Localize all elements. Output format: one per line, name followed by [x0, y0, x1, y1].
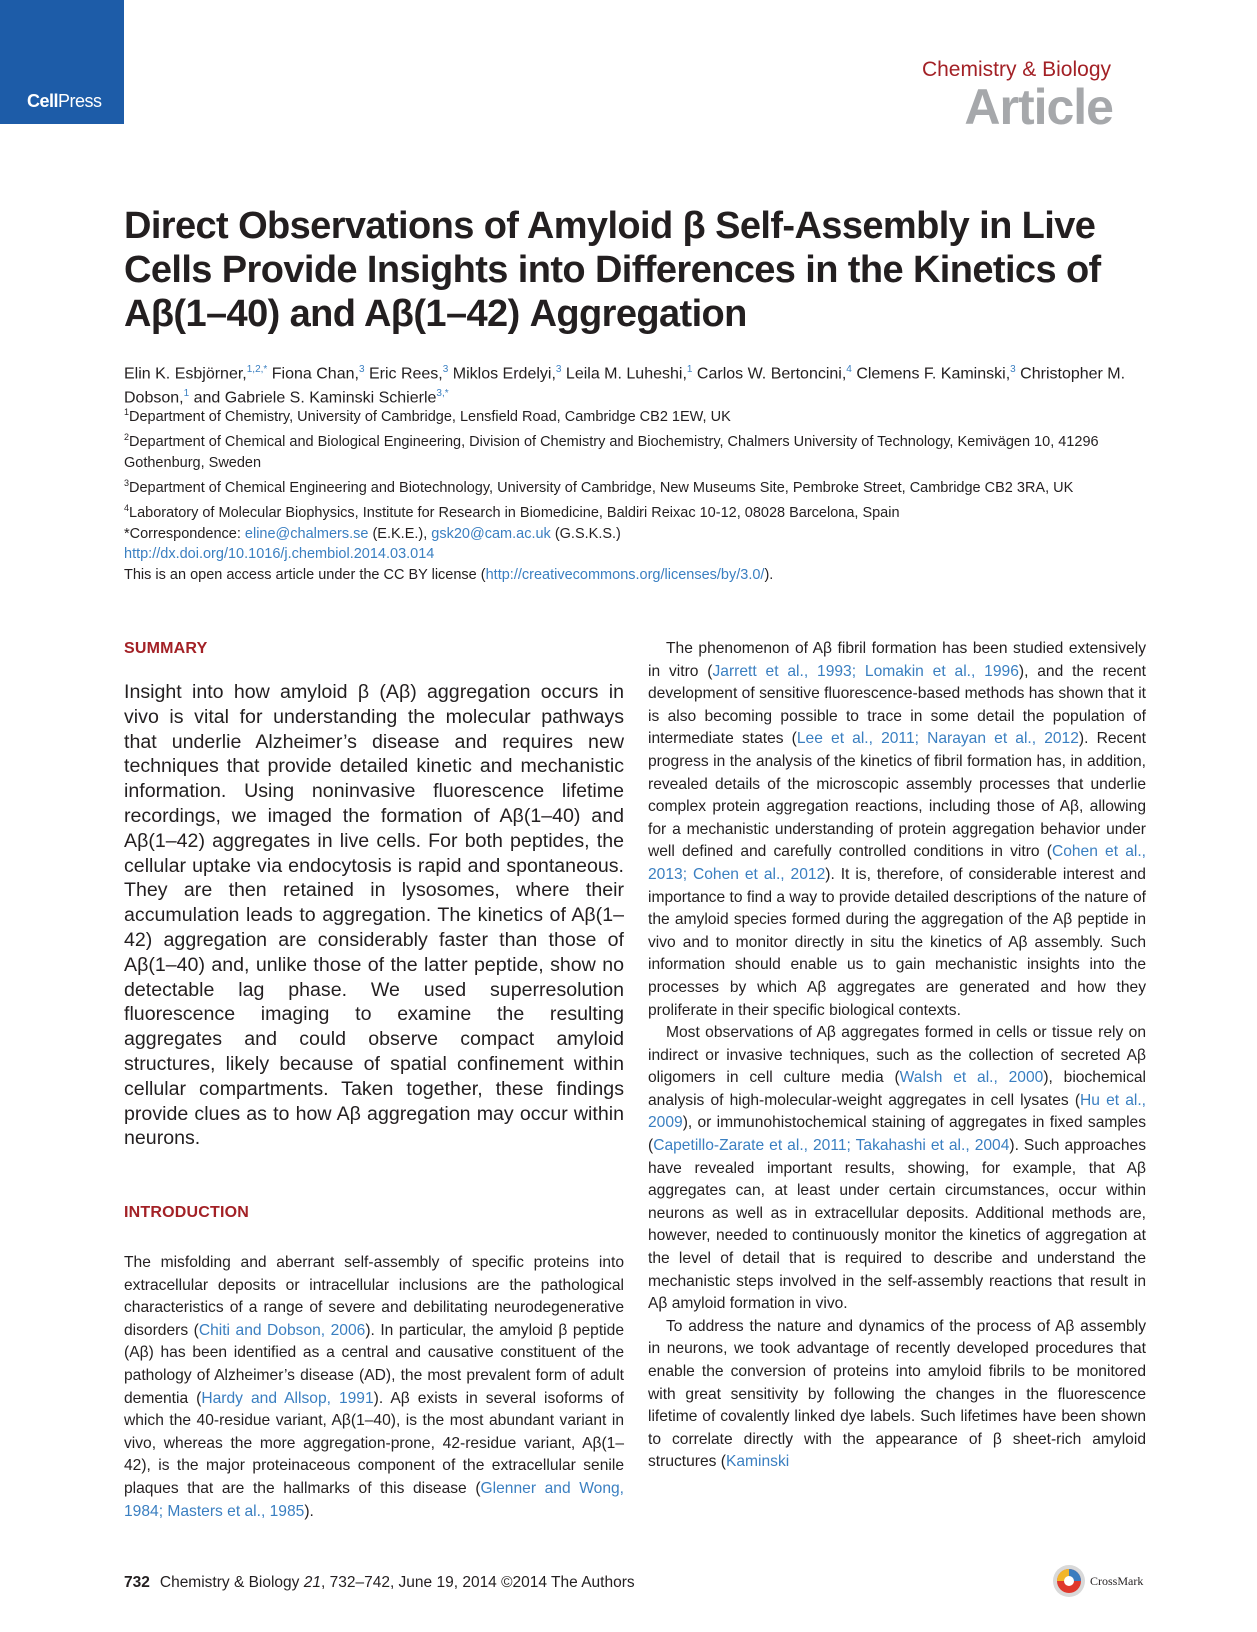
citation-link[interactable]: Glenner and Wong, 1984; Masters et al., 1985	[124, 1479, 624, 1520]
affiliations	[124, 402, 1144, 585]
doi-link[interactable]: http://dx.doi.org/10.1016/j.chembiol.2014.03.014	[124, 546, 435, 563]
logo-cell: Cell	[27, 91, 59, 111]
author-name: and Gabriele S. Kaminski Schierle	[193, 389, 437, 407]
citation-link[interactable]: Cohen et al., 2013; Cohen et al., 2012	[648, 843, 1146, 883]
crossmark-icon	[1052, 1564, 1086, 1598]
author-affiliation-marker: 3	[442, 364, 449, 375]
body-paragraph	[648, 1022, 1146, 1316]
body-text: The phenomenon of Aβ fibril formation has been studied extensively in vitro (	[648, 640, 1146, 680]
author-name: Carlos W. Bertoncini,	[696, 365, 847, 383]
affiliation	[124, 402, 1144, 427]
author-affiliation-marker: 1	[686, 364, 693, 375]
body-text: Most observations of Aβ aggregates formed in cells or tissue rely on indirect or invasive techniques, such as the collection of secreted Aβ oligomers in cell culture media (	[648, 1024, 1146, 1087]
body-paragraph	[648, 1316, 1146, 1474]
body-text: ). In particular, the amyloid β peptide (Aβ) has been identified as a central and causative constituent of the pathology of Alzheimer’s disease (AD), the most prevalent form of adult dementia (	[124, 1321, 624, 1407]
article-type: Article	[964, 79, 1113, 135]
affiliation-number: 1	[124, 407, 130, 417]
summary-heading: SUMMARY	[124, 640, 208, 657]
affiliation-number: 2	[124, 432, 130, 443]
affiliation	[124, 473, 1144, 498]
footer-citation: , 732–742, June 19, 2014 ©2014 The Authors	[320, 1574, 635, 1591]
affiliation-number: 3	[124, 478, 130, 489]
citation-link[interactable]: Kaminski	[725, 1453, 790, 1471]
author-name: Christopher M. Dobson,	[124, 365, 1126, 407]
author-affiliation-marker: 3	[1010, 364, 1016, 375]
body-text: ), or immunohistochemical staining of aggregates in fixed samples (	[648, 1114, 1146, 1155]
author-affiliation-marker: 3	[358, 364, 365, 375]
crossmark-label: CrossMark	[1090, 1573, 1144, 1588]
body-text: ). Such approaches have revealed important results, showing, for example, that Aβ aggregates can, at least under certain circumstances, occur within neurons as well as in extracellular deposits. Additional methods are, however, needed to continuously monitor the kinetics of aggregation at the level of detail that is required to describe and understand the mechanistic steps involved in the self-assembly reactions that result in Aβ amyloid formation in vivo.	[648, 1137, 1146, 1313]
citation-link[interactable]: Capetillo-Zarate et al., 2011; Takahashi et al., 2004	[653, 1137, 1010, 1155]
citation-link[interactable]: Hu et al., 2009	[648, 1091, 1146, 1132]
article-title: Direct Observations of Amyloid β Self-Assembly in Live Cells Provide Insights into Differences in the Kinetics of Aβ(1–40) and Aβ(1–42) Aggregation	[124, 205, 1101, 335]
affiliation-number: 4	[124, 503, 130, 514]
citation-link[interactable]: Lee et al., 2011; Narayan et al., 2012	[796, 730, 1079, 748]
correspondence-label: *Correspondence:	[124, 525, 245, 542]
author-name: Clemens F. Kaminski,	[856, 365, 1011, 383]
email-link-2[interactable]: gsk20@cam.ac.uk	[431, 525, 551, 542]
correspondence	[124, 524, 1144, 545]
logo-text	[27, 91, 102, 112]
author-name: Leila M. Luheshi,	[565, 365, 687, 383]
citation-link[interactable]: Chiti and Dobson, 2006	[198, 1321, 366, 1339]
affiliation	[124, 427, 1144, 473]
journal-name: Chemistry & Biology	[921, 58, 1111, 81]
page-footer	[124, 1574, 635, 1592]
affiliation-text: Department of Chemistry, University of Cambridge, Lensfield Road, Cambridge CB2 1EW, UK	[129, 408, 731, 425]
footer-journal: Chemistry & Biology	[159, 1574, 304, 1591]
body-text: ). Recent progress in the analysis of the kinetics of fibril formation has, in addition, revealed details of the microscopic assembly processes that underlie complex protein aggregation reactions, including those of Aβ, allowing for a mechanistic understanding of protein aggregation behavior under well defined and carefully controlled conditions in vitro (	[648, 730, 1146, 861]
author-name: Elin K. Esbjörner,	[124, 365, 247, 383]
logo-press: Press	[58, 91, 102, 111]
affiliation-text: Laboratory of Molecular Biophysics, Institute for Research in Biomedicine, Baldiri Reixac 10-12, 08028 Barcelona, Spain	[129, 505, 900, 522]
footer-volume: 21	[303, 1574, 321, 1591]
body-text: ). It is, therefore, of considerable interest and importance to find a way to provide detailed descriptions of the nature of the amyloid species formed during the aggregation of the Aβ peptide in vivo and to monitor directly in situ the kinetics of Aβ assembly. Such information should enable us to gain mechanistic insights into the processes by which Aβ aggregates are generated and how they proliferate in their specific biological contexts.	[648, 865, 1146, 1019]
affiliation-list	[124, 402, 1144, 524]
body-text: ).	[304, 1502, 314, 1520]
author-affiliation-marker: 3	[555, 364, 562, 375]
affiliation-text: Department of Chemical Engineering and Biotechnology, University of Cambridge, New Museums Site, Pembroke Street, Cambridge CB2 3RA, UK	[129, 479, 1074, 496]
author-affiliation-marker: 1	[183, 388, 190, 400]
body-text: To address the nature and dynamics of the process of Aβ assembly in neurons, we took advantage of recently developed procedures that enable the conversion of proteins into amyloid fibrils to be monitored with great sensitivity by following the changes in the fluorescence lifetime of covalently linked dye labels. Such lifetimes have been shown to correlate directly with the appearance of β sheet-rich amyloid structures (	[648, 1317, 1146, 1471]
introduction-heading: INTRODUCTION	[124, 1204, 250, 1221]
affiliation	[124, 498, 1144, 523]
cellpress-logo	[0, 0, 124, 124]
license-post: ).	[764, 566, 774, 583]
right-column-text	[648, 638, 1146, 1474]
author-affiliation-marker: 1,2,*	[246, 364, 268, 375]
correspondence-initials-2: (G.S.K.S.)	[550, 525, 621, 542]
body-text: ), biochemical analysis of high-molecular-weight aggregates in cell lysates (	[648, 1069, 1147, 1109]
body-paragraph	[648, 638, 1146, 1022]
introduction-paragraph	[124, 1252, 624, 1523]
crossmark-badge[interactable]	[1052, 1564, 1143, 1598]
citation-link[interactable]: Jarrett et al., 1993; Lomakin et al., 1996	[712, 662, 1019, 680]
license-link[interactable]: http://creativecommons.org/licenses/by/3.0/	[485, 566, 765, 583]
author-name: Fiona Chan,	[271, 365, 359, 383]
author-name: Miklos Erdelyi,	[452, 365, 556, 383]
correspondence-initials-1: (E.K.E.),	[368, 525, 432, 542]
author-affiliation-marker: 3,*	[436, 388, 449, 400]
license-line	[124, 565, 1144, 586]
affiliation-text: Department of Chemical and Biological Engineering, Division of Chemistry and Biochemistry, Chalmers University of Technology, Kemivägen 10, 41296 Gothenburg, Sweden	[124, 434, 1099, 471]
citation-link[interactable]: Hardy and Allsop, 1991	[201, 1389, 374, 1407]
summary-text: Insight into how amyloid β (Aβ) aggregation occurs in vivo is vital for understanding the molecular pathways that underlie Alzheimer’s disease and requires new techniques that provide detailed kinetic and mechanistic information. Using noninvasive fluorescence lifetime recordings, we imaged the formation of Aβ(1–40) and Aβ(1–42) aggregates in live cells. For both peptides, the cellular uptake via endocytosis is rapid and spontaneous. They are then retained in lysosomes, where their accumulation leads to aggregation. The kinetics of Aβ(1–42) aggregation are considerably faster than those of Aβ(1–40) and, unlike those of the latter peptide, show no detectable lag phase. We used superresolution fluorescence imaging to examine the resulting aggregates and could observe compact amyloid structures, likely because of spatial confinement within cellular compartments. Taken together, these findings provide clues as to how Aβ aggregation may occur within neurons.	[124, 681, 624, 1150]
page-number: 732	[124, 1574, 150, 1591]
email-link-1[interactable]: eline@chalmers.se	[244, 525, 369, 542]
author-name: Eric Rees,	[368, 365, 443, 383]
license-pre: This is an open access article under the CC BY license (	[124, 566, 486, 583]
body-text: The misfolding and aberrant self-assembly of specific proteins into extracellular deposits or intracellular inclusions are the pathological characteristics of a range of severe and debilitating neurodegenerative disorders (	[124, 1254, 624, 1339]
body-text: ). Aβ exists in several isoforms of which the 40-residue variant, Aβ(1–40), is the most abundant variant in vivo, whereas the more aggregation-prone, 42-residue variant, Aβ(1–42), is the major proteinaceous component of the extracellular senile plaques that are the hallmarks of this disease (	[124, 1389, 624, 1497]
body-text: ), and the recent development of sensitive fluorescence-based methods has shown that it is also becoming possible to trace in some detail the population of intermediate states (	[648, 662, 1146, 748]
citation-link[interactable]: Walsh et al., 2000	[899, 1069, 1044, 1087]
author-affiliation-marker: 4	[846, 364, 852, 375]
